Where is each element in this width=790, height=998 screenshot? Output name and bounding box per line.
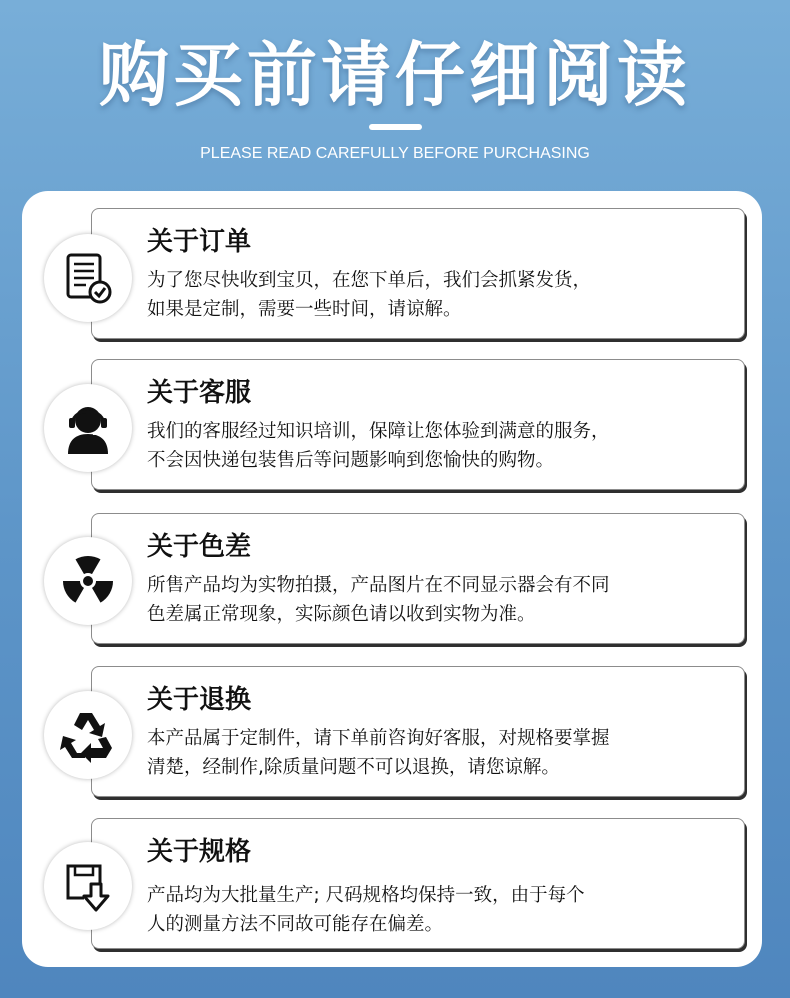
section-card-returns [91,666,745,797]
section-title: 关于客服 [147,378,252,408]
section-title: 关于色差 [147,532,252,562]
section-card-color [91,513,745,644]
radiation-icon [44,537,132,625]
section-text-line: 人的测量方法不同故可能存在偏差。 [147,914,444,935]
section-text-line: 为了您尽快收到宝贝，在您下单后，我们会抓紧发货， [147,270,592,291]
section-text-line: 所售产品均为实物拍摄，产品图片在不同显示器会有不同 [147,575,610,596]
page-subtitle: PLEASE READ CAREFULLY BEFORE PURCHASING [200,145,590,162]
section-card-service [91,359,745,490]
section-title: 关于订单 [147,227,252,257]
section-card-specs [91,818,745,949]
section-text [147,571,737,629]
page-title: 购买前请仔细阅读 [99,34,691,116]
section-title: 关于规格 [147,837,252,867]
title-underline [369,124,422,130]
section-card-order [91,208,745,339]
section-text-line: 我们的客服经过知识培训，保障让您体验到满意的服务， [147,421,610,442]
recycle-icon [44,691,132,779]
section-title: 关于退换 [147,685,252,715]
section-text [147,266,737,324]
section-text-line: 色差属正常现象，实际颜色请以收到实物为准。 [147,604,536,625]
section-text-line: 本产品属于定制件，请下单前咨询好客服，对规格要掌握 [147,728,610,749]
section-text [147,881,737,939]
section-text [147,417,737,475]
document-check-icon [44,234,132,322]
section-text [147,724,737,782]
section-text-line: 如果是定制，需要一些时间，请谅解。 [147,299,462,320]
section-text-line: 不会因快递包装售后等问题影响到您愉快的购物。 [147,450,555,471]
section-text-line: 清楚，经制作,除质量问题不可以退换，请您谅解。 [147,757,560,778]
customer-service-icon [44,384,132,472]
section-text-line: 产品均为大批量生产; 尺码规格均保持一致，由于每个 [147,885,585,906]
download-box-icon [44,842,132,930]
